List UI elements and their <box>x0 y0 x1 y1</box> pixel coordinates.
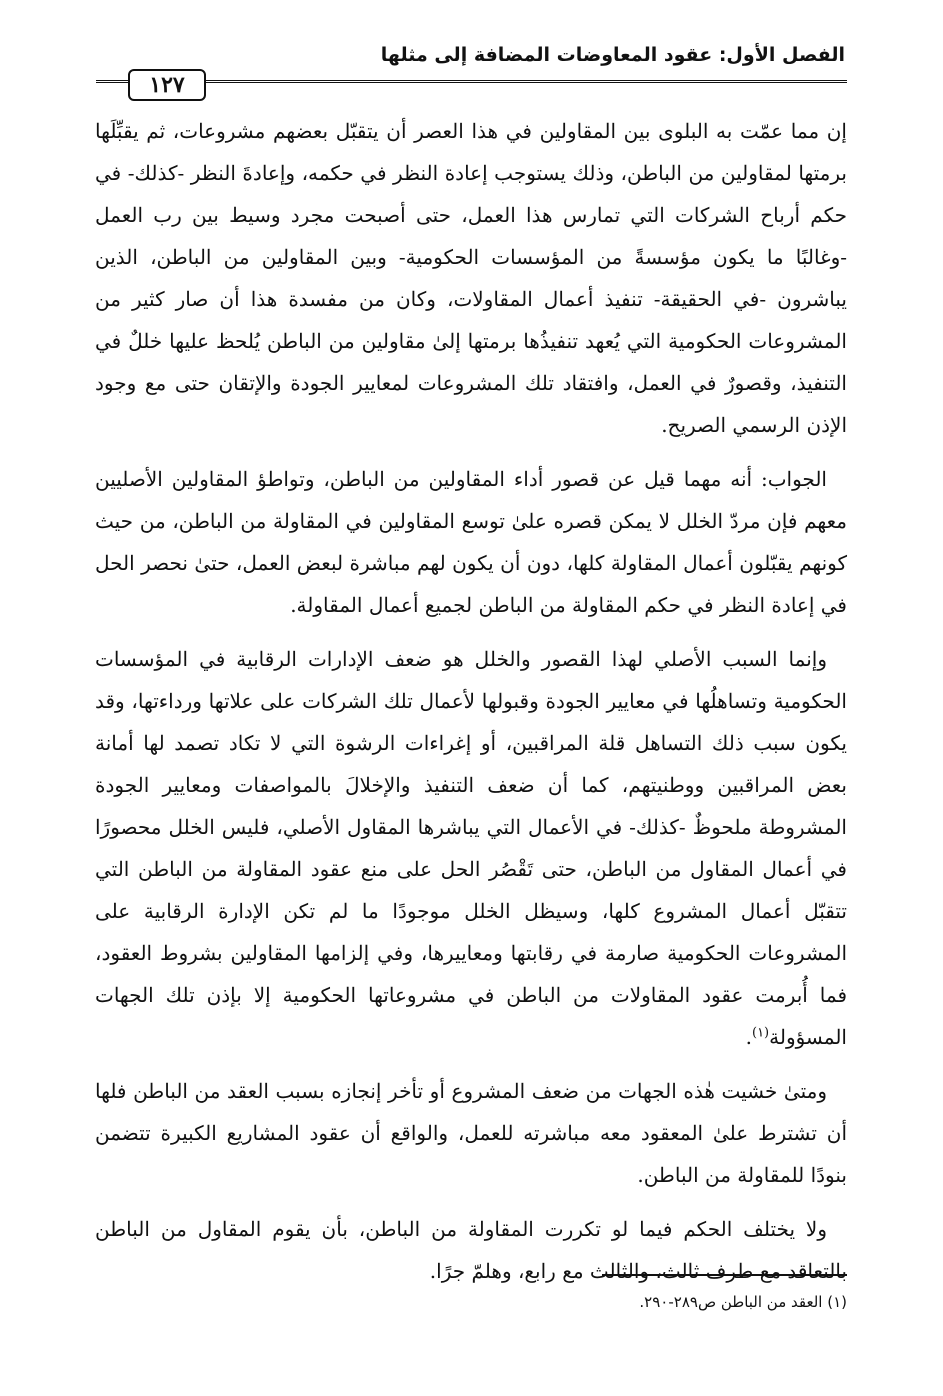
paragraph-3-end: . <box>745 1025 752 1049</box>
paragraph-5: ولا يختلف الحكم فيما لو تكررت المقاولة من الباطن، بأن يقوم المقاول من الباطن بالتعاقد مع طرف ثالث، والثالث مع رابع، وهلمّ جرًا. <box>95 1217 847 1283</box>
header-divider <box>96 80 847 83</box>
body-text <box>95 110 847 1304</box>
paragraph-2: الجواب: أنه مهما قيل عن قصور أداء المقاولين من الباطن، وتواطؤ المقاولين الأصليين معهم فإن مردّ الخلل لا يمكن قصره علىٰ توسع المقاولين في المقاولة من الباطن، من حيث كونهم يقبّلون أعمال المقاولة كلها، دون أن يكون لهم مباشرة لبعض العمل، حتىٰ نحصر الحل في إعادة النظر في حكم المقاولة من الباطن لجميع أعمال المقاولة. <box>95 467 847 617</box>
page-number: ١٢٧ <box>128 69 206 101</box>
running-header: الفصل الأول: عقود المعاوضات المضافة إلى مثلها <box>380 44 845 66</box>
paragraph-3-text: وإنما السبب الأصلي لهذا القصور والخلل هو ضعف الإدارات الرقابية في المؤسسات الحكومية وتساهلُها في معايير الجودة وقبولها لأعمال تلك الشركات على علاتها ورداءتها، وقد يكون سبب ذلك التساهل قلة المراقبين، أو إغراءات الرشوة التي لا تكاد تصمد لها أمانة بعض المراقبين ووطنيتهم، كما أن ضعف التنفيذ والإخلالَ بالمواصفات ومعايير الجودة المشروطة ملحوظٌ -كذلك- في الأعمال التي يباشرها المقاول الأصلي، فليس الخلل محصورًا في أعمال المقاول من الباطن، حتى تَقْصُر الحل على منع عقود المقاولة من الباطن التي تتقبّل أعمال المشروع كلها، وسيظل الخلل موجودًا ما لم تكن الإدارة الرقابية على المشروعات الحكومية صارمة في رقابتها ومعاييرها، وفي إلزامها المقاولين بشروط العقود، فما أُبرمت عقود المقاولات من الباطن في مشروعاتها الحكومية إلا بإذن تلك الجهات المسؤولة <box>95 647 847 1049</box>
footnote-reference: (١) <box>751 1025 770 1041</box>
paragraph-4: ومتىٰ خشيت هٰذه الجهات من ضعف المشروع أو تأخر إنجازه بسبب العقد من الباطن فلها أن تشترط علىٰ المعقود معه مباشرته للعمل، والواقع أن عقود المشاريع الكبيرة تتضمن بنودًا للمقاولة من الباطن. <box>95 1079 847 1187</box>
footnote-divider <box>602 1274 847 1276</box>
footnote: (١) العقد من الباطن ص٢٨٩-٢٩٠. <box>639 1293 847 1311</box>
paragraph-1: إن مما عمّت به البلوى بين المقاولين في هذا العصر أن يتقبّل بعضهم مشروعات، ثم يقبِّلَها برمتها لمقاولين من الباطن، وذلك يستوجب إعادة النظر في حكمه، وإعادةَ النظر -كذلك- في حكم أرباح الشركات التي تمارس هذا العمل، حتى أصبحت مجرد وسيط بين رب العمل -وغالبًا ما يكون مؤسسةً من المؤسسات الحكومية- وبين المقاولين من الباطن، الذين يباشرون -في الحقيقة- تنفيذ أعمال المقاولات، وكان من مفسدة هذا أن صار كثير من المشروعات الحكومية التي يُعهد تنفيذُها برمتها إلىٰ مقاولين من الباطن يُلحظ عليها خللٌ في التنفيذ، وقصورٌ في العمل، وافتقاد تلك المشروعات لمعايير الجودة والإتقان حتى مع وجود الإذن الرسمي الصريح. <box>95 119 847 437</box>
paragraph-3 <box>95 638 847 1058</box>
